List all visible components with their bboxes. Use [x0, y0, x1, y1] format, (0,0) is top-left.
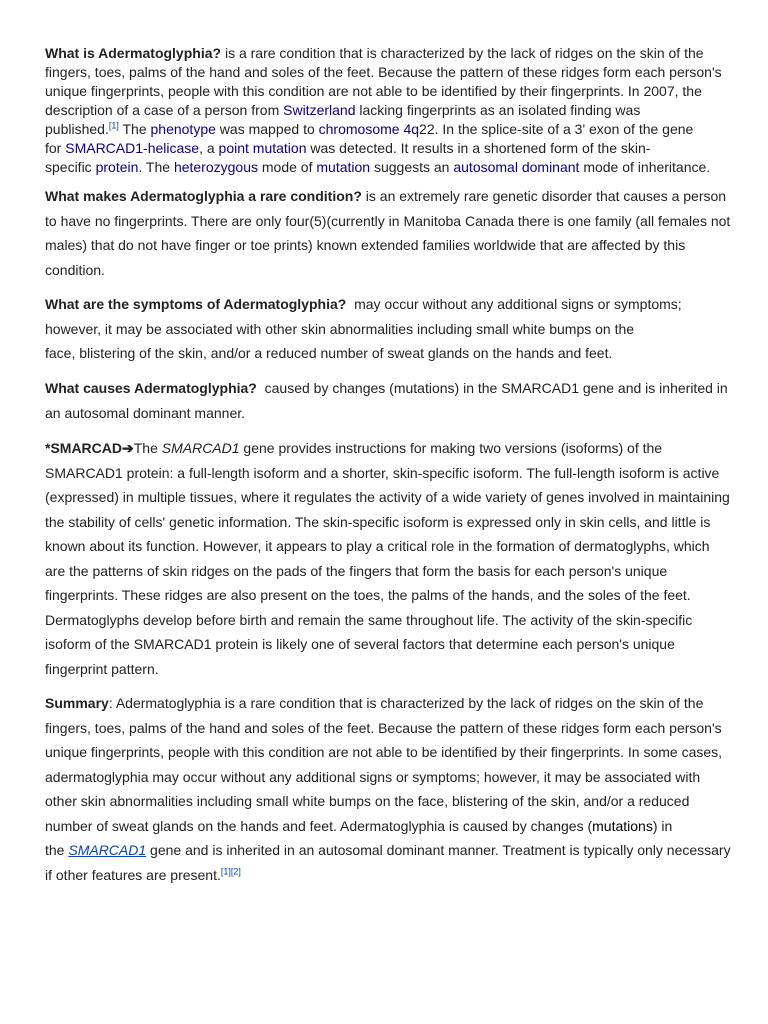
- paragraph-causes: What causes Adermatoglyphia? caused by changes (mutations) in the SMARCAD1 gene and is inherited in an autosomal dominant manner.: [45, 380, 728, 421]
- paragraph-symptoms: What are the symptoms of Adermatoglyphia? may occur without any additional signs or symptoms; however, it may be associated with other skin abnormalities including small white bumps on the face, blistering of the skin, and/or a reduced number of sweat glands on the hands and feet.: [45, 296, 682, 361]
- question-heading: What makes Adermatoglyphia a rare condition?: [45, 188, 362, 204]
- gene-name: SMARCAD1: [161, 440, 240, 456]
- question-heading: What are the symptoms of Adermatoglyphia?: [45, 296, 347, 312]
- link-chromosome[interactable]: chromosome 4q: [318, 121, 420, 137]
- citation-ref[interactable]: [1]: [108, 120, 119, 131]
- paragraph-summary: Summary: Adermatoglyphia is a rare condition that is characterized by the lack of ridges on the skin of the fingers, toes, palms of the hand and soles of the feet. Because the pattern of these ridges form each person's unique fingerprints, people with this condition are not able to be identified by their fingerprints. In some cases, adermatoglyphia may occur without any additional signs or symptoms; however, it may be associated with other skin abnormalities including small white bumps on the face, blistering of the skin, and/or a reduced number of sweat glands on the hands and feet. Adermatoglyphia is caused by changes (mutations) in the SMARCAD1 gene and is inherited in an autosomal dominant manner. Treatment is typically only necessary if other features are present.[1][2]: [45, 695, 731, 883]
- question-heading: What is Adermatoglyphia?: [45, 45, 222, 61]
- citation-ref[interactable]: [1][2]: [220, 865, 241, 876]
- link-smarcad1-helicase[interactable]: SMARCAD1-helicase: [65, 140, 200, 156]
- question-heading: What causes Adermatoglyphia?: [45, 380, 257, 396]
- link-mutation[interactable]: mutation: [316, 159, 371, 175]
- paragraph-rare-condition: What makes Adermatoglyphia a rare condition? is an extremely rare genetic disorder that causes a person to have no fingerprints. There are only four(5)(currently in Manitoba Canada there is one family (all females not males) that do not have finger or toe prints) known extended families worldwide that are affected by this condition.: [45, 188, 731, 278]
- link-switzerland[interactable]: Switzerland: [283, 102, 356, 118]
- paragraph-what-is: What is Adermatoglyphia? is a rare condition that is characterized by the lack of ridges on the skin of the fingers, toes, palms of the hand and soles of the feet. Because the pattern of these ridges form each person's unique fingerprints, people with this condition are not able to be identified by their fingerprints. In 2007, the description of a case of a person from Switzerland lacking fingerprints as an isolated finding was published.[1] The phenotype was mapped to chromosome 4q22. In the splice-site of a 3' exon of the gene for SMARCAD1-helicase, a point mutation was detected. It results in a shortened form of the skin- specific protein. The heterozygous mode of mutation suggests an autosomal dominant mode of inheritance.: [45, 45, 722, 175]
- link-phenotype[interactable]: phenotype: [150, 121, 216, 137]
- link-point-mutation[interactable]: point mutation: [218, 140, 307, 156]
- paragraph-smarcad: *SMARCAD➔The SMARCAD1 gene provides instructions for making two versions (isoforms) of the SMARCAD1 protein: a full-length isoform and a shorter, skin-specific isoform. The full-length isoform is active (expressed) in multiple tissues, where it regulates the activity of a wide variety of genes involved in maintaining the stability of cells' genetic information. The skin-specific isoform is expressed only in skin cells, and little is known about its function. However, it appears to play a critical role in the formation of dermatoglyphs, which are the patterns of skin ridges on the pads of the fingers that form the basis for each person's unique fingerprints. These ridges are also present on the toes, the palms of the hands, and the soles of the feet. Dermatoglyphs develop before birth and remain the same throughout life. The activity of the skin-specific isoform of the SMARCAD1 protein is likely one of several factors that determine each person's unique fingerprint pattern.: [45, 440, 730, 677]
- link-autosomal-dominant[interactable]: autosomal dominant: [453, 159, 580, 175]
- link-heterozygous[interactable]: heterozygous: [173, 159, 258, 175]
- arrow-icon: ➔: [122, 440, 134, 456]
- link-protein[interactable]: protein: [95, 159, 139, 175]
- summary-label: Summary: [45, 695, 109, 711]
- smarcad-label: *SMARCAD: [45, 440, 122, 456]
- link-smarcad1[interactable]: SMARCAD1: [68, 842, 147, 858]
